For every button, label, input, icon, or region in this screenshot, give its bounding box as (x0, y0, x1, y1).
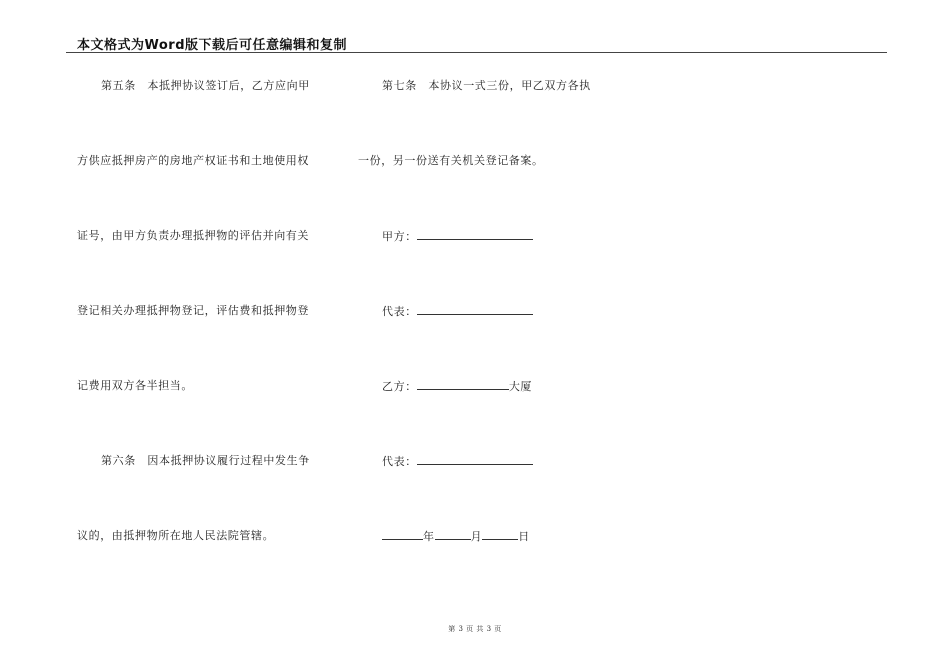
party-a-signature-blank (417, 229, 533, 240)
day-label: 日 (518, 530, 530, 543)
left-line-7: 议的，由抵押物所在地人民法院管辖。 (77, 529, 275, 542)
left-line-2: 方供应抵押房产的房地产权证书和土地使用权 (77, 154, 309, 167)
date-row (382, 529, 530, 544)
document-header-title: 本文格式为Word版下载后可任意编辑和复制 (77, 38, 348, 53)
header-divider (66, 52, 887, 53)
representative-1-label: 代表： (382, 305, 417, 318)
year-label: 年 (423, 530, 435, 543)
day-blank (482, 529, 518, 540)
party-b-label: 乙方： (382, 380, 417, 393)
page-number-footer: 第 3 页 共 3 页 (448, 625, 502, 633)
left-line-3: 证号，由甲方负责办理抵押物的评估并向有关 (77, 229, 309, 242)
party-b-row (382, 379, 532, 394)
party-b-signature-blank (417, 379, 509, 390)
month-blank (435, 529, 471, 540)
representative-2-row (382, 454, 533, 469)
representative-1-signature-blank (417, 304, 533, 315)
party-a-label: 甲方： (382, 230, 417, 243)
article7-line-1: 第七条 本协议一式三份，甲乙双方各执 (382, 79, 591, 92)
left-line-6: 第六条 因本抵押协议履行过程中发生争 (101, 454, 310, 467)
left-line-4: 登记相关办理抵押物登记，评估费和抵押物登 (77, 304, 309, 317)
left-line-1: 第五条 本抵押协议签订后，乙方应向甲 (101, 79, 310, 92)
month-label: 月 (470, 530, 483, 543)
year-blank (382, 529, 423, 540)
representative-1-row (382, 304, 533, 319)
article7-line-2: 一份，另一份送有关机关登记备案。 (358, 154, 544, 167)
party-a-row (382, 229, 533, 244)
representative-2-signature-blank (417, 454, 533, 465)
left-line-5: 记费用双方各半担当。 (77, 379, 193, 392)
representative-2-label: 代表： (382, 455, 417, 468)
party-b-suffix: 大厦 (508, 380, 533, 393)
